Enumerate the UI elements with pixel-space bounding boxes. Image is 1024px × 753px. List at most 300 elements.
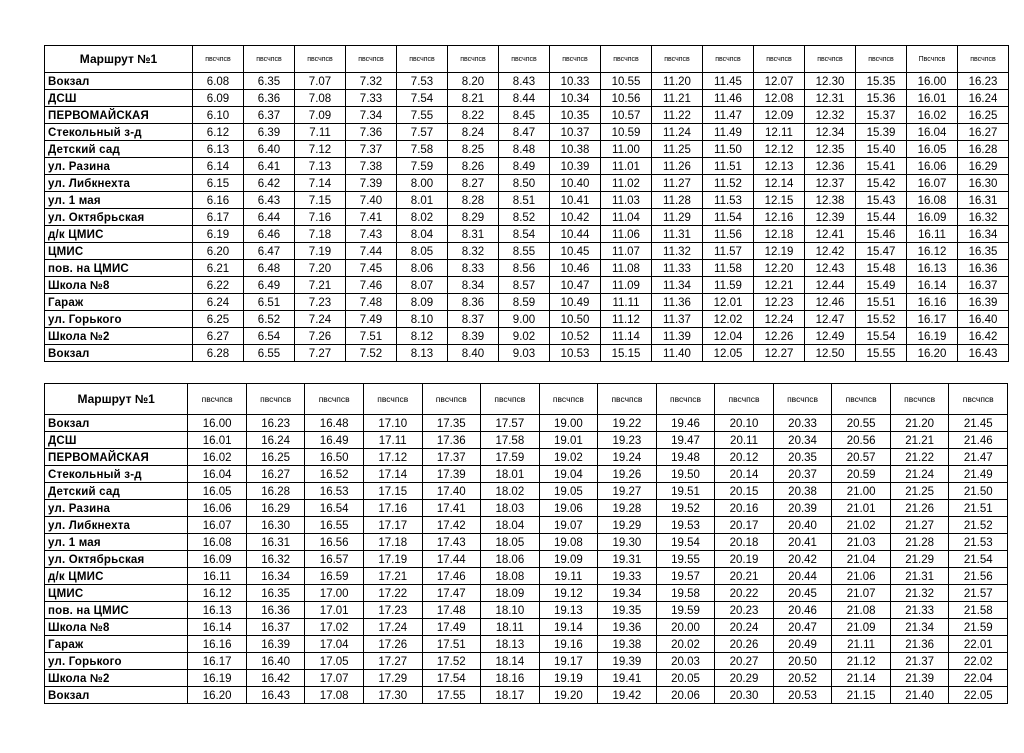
departure-time: 18.06 <box>481 551 540 568</box>
departure-time: 17.23 <box>363 602 422 619</box>
stop-name: ЦМИС <box>45 585 188 602</box>
departure-time: 11.47 <box>703 107 754 124</box>
departure-time: 21.12 <box>832 653 891 670</box>
departure-time: 10.39 <box>550 158 601 175</box>
departure-time: 20.55 <box>832 415 891 432</box>
departure-time: 16.43 <box>958 345 1009 362</box>
departure-time: 7.16 <box>295 209 346 226</box>
departure-time: 20.00 <box>656 619 715 636</box>
departure-time: 6.20 <box>193 243 244 260</box>
table-row <box>45 687 1008 704</box>
table-row <box>45 73 1009 90</box>
departure-time: 11.50 <box>703 141 754 158</box>
departure-time: 7.20 <box>295 260 346 277</box>
departure-time: 22.01 <box>949 636 1008 653</box>
departure-time: 8.04 <box>397 226 448 243</box>
departure-time: 10.59 <box>601 124 652 141</box>
departure-time: 17.26 <box>363 636 422 653</box>
departure-time: 16.25 <box>958 107 1009 124</box>
departure-time: 12.44 <box>805 277 856 294</box>
departure-time: 12.15 <box>754 192 805 209</box>
departure-time: 16.07 <box>188 517 247 534</box>
day-code-header: пвсчпсв <box>715 384 774 415</box>
day-code-header: пвсчпсв <box>244 46 295 73</box>
departure-time: 16.39 <box>958 294 1009 311</box>
departure-time: 12.34 <box>805 124 856 141</box>
departure-time: 16.56 <box>305 534 364 551</box>
departure-time: 12.35 <box>805 141 856 158</box>
departure-time: 11.21 <box>652 90 703 107</box>
departure-time: 21.24 <box>890 466 949 483</box>
departure-time: 10.42 <box>550 209 601 226</box>
departure-time: 12.02 <box>703 311 754 328</box>
departure-time: 8.45 <box>499 107 550 124</box>
stop-name: Вокзал <box>45 345 193 362</box>
departure-time: 16.13 <box>907 260 958 277</box>
departure-time: 17.49 <box>422 619 481 636</box>
departure-time: 16.42 <box>246 670 305 687</box>
departure-time: 19.42 <box>598 687 657 704</box>
stop-name: д/к ЦМИС <box>45 568 188 585</box>
departure-time: 19.11 <box>539 568 598 585</box>
departure-time: 17.29 <box>363 670 422 687</box>
departure-time: 6.48 <box>244 260 295 277</box>
departure-time: 7.48 <box>346 294 397 311</box>
departure-time: 20.37 <box>773 466 832 483</box>
departure-time: 16.36 <box>958 260 1009 277</box>
departure-time: 7.24 <box>295 311 346 328</box>
departure-time: 8.40 <box>448 345 499 362</box>
departure-time: 8.28 <box>448 192 499 209</box>
stop-name: Стекольный з-д <box>45 124 193 141</box>
departure-time: 20.50 <box>773 653 832 670</box>
departure-time: 16.16 <box>907 294 958 311</box>
departure-time: 6.28 <box>193 345 244 362</box>
departure-time: 19.19 <box>539 670 598 687</box>
departure-time: 11.22 <box>652 107 703 124</box>
departure-time: 10.45 <box>550 243 601 260</box>
departure-time: 17.24 <box>363 619 422 636</box>
departure-time: 21.27 <box>890 517 949 534</box>
departure-time: 21.25 <box>890 483 949 500</box>
departure-time: 16.01 <box>188 432 247 449</box>
departure-time: 16.31 <box>958 192 1009 209</box>
departure-time: 21.14 <box>832 670 891 687</box>
departure-time: 11.25 <box>652 141 703 158</box>
day-code-header: пвсчпсв <box>832 384 891 415</box>
departure-time: 16.13 <box>188 602 247 619</box>
departure-time: 15.42 <box>856 175 907 192</box>
departure-time: 21.46 <box>949 432 1008 449</box>
departure-time: 17.48 <box>422 602 481 619</box>
departure-time: 19.35 <box>598 602 657 619</box>
departure-time: 11.11 <box>601 294 652 311</box>
departure-time: 7.49 <box>346 311 397 328</box>
departure-time: 20.03 <box>656 653 715 670</box>
departure-time: 7.43 <box>346 226 397 243</box>
day-code-header: пвсчпсв <box>958 46 1009 73</box>
departure-time: 17.46 <box>422 568 481 585</box>
departure-time: 19.58 <box>656 585 715 602</box>
departure-time: 16.34 <box>958 226 1009 243</box>
day-code-header: пвсчпсв <box>773 384 832 415</box>
departure-time: 7.21 <box>295 277 346 294</box>
departure-time: 16.25 <box>246 449 305 466</box>
departure-time: 16.17 <box>188 653 247 670</box>
departure-time: 11.20 <box>652 73 703 90</box>
departure-time: 17.41 <box>422 500 481 517</box>
stop-name: Школа №2 <box>45 670 188 687</box>
departure-time: 6.46 <box>244 226 295 243</box>
departure-time: 22.04 <box>949 670 1008 687</box>
departure-time: 19.51 <box>656 483 715 500</box>
departure-time: 16.12 <box>188 585 247 602</box>
departure-time: 19.46 <box>656 415 715 432</box>
table-row <box>45 243 1009 260</box>
departure-time: 20.38 <box>773 483 832 500</box>
departure-time: 11.06 <box>601 226 652 243</box>
departure-time: 12.24 <box>754 311 805 328</box>
departure-time: 8.57 <box>499 277 550 294</box>
departure-time: 6.49 <box>244 277 295 294</box>
departure-time: 21.59 <box>949 619 1008 636</box>
departure-time: 7.54 <box>397 90 448 107</box>
table-row <box>45 226 1009 243</box>
departure-time: 18.05 <box>481 534 540 551</box>
departure-time: 16.34 <box>246 568 305 585</box>
departure-time: 16.29 <box>246 500 305 517</box>
day-code-header: пвсчпсв <box>601 46 652 73</box>
departure-time: 19.30 <box>598 534 657 551</box>
departure-time: 15.40 <box>856 141 907 158</box>
departure-time: 6.44 <box>244 209 295 226</box>
departure-time: 7.11 <box>295 124 346 141</box>
departure-time: 12.11 <box>754 124 805 141</box>
departure-time: 10.34 <box>550 90 601 107</box>
departure-time: 16.00 <box>188 415 247 432</box>
departure-time: 6.51 <box>244 294 295 311</box>
departure-time: 7.44 <box>346 243 397 260</box>
departure-time: 21.03 <box>832 534 891 551</box>
departure-time: 8.10 <box>397 311 448 328</box>
departure-time: 16.02 <box>188 449 247 466</box>
departure-time: 21.06 <box>832 568 891 585</box>
day-code-header: пвсчпсв <box>890 384 949 415</box>
departure-time: 17.01 <box>305 602 364 619</box>
table-row <box>45 158 1009 175</box>
departure-time: 16.08 <box>188 534 247 551</box>
departure-time: 21.15 <box>832 687 891 704</box>
departure-time: 17.14 <box>363 466 422 483</box>
departure-time: 22.02 <box>949 653 1008 670</box>
departure-time: 6.52 <box>244 311 295 328</box>
departure-time: 7.59 <box>397 158 448 175</box>
departure-time: 17.02 <box>305 619 364 636</box>
day-code-header: пвсчпсв <box>539 384 598 415</box>
departure-time: 19.04 <box>539 466 598 483</box>
departure-time: 8.06 <box>397 260 448 277</box>
departure-time: 19.12 <box>539 585 598 602</box>
departure-time: 21.11 <box>832 636 891 653</box>
departure-time: 15.36 <box>856 90 907 107</box>
departure-time: 21.33 <box>890 602 949 619</box>
departure-time: 11.46 <box>703 90 754 107</box>
stop-name: ул. Либкнехта <box>45 175 193 192</box>
departure-time: 20.56 <box>832 432 891 449</box>
day-code-header: пвсчпсв <box>754 46 805 73</box>
departure-time: 16.04 <box>188 466 247 483</box>
day-code-header: пвсчпсв <box>805 46 856 73</box>
departure-time: 7.36 <box>346 124 397 141</box>
departure-time: 16.24 <box>246 432 305 449</box>
departure-time: 7.53 <box>397 73 448 90</box>
departure-time: 20.41 <box>773 534 832 551</box>
departure-time: 11.08 <box>601 260 652 277</box>
table-row <box>45 636 1008 653</box>
table-row <box>45 294 1009 311</box>
departure-time: 16.23 <box>958 73 1009 90</box>
table-row <box>45 534 1008 551</box>
table-row <box>45 670 1008 687</box>
departure-time: 12.36 <box>805 158 856 175</box>
departure-time: 17.19 <box>363 551 422 568</box>
departure-time: 20.59 <box>832 466 891 483</box>
departure-time: 20.40 <box>773 517 832 534</box>
departure-time: 6.43 <box>244 192 295 209</box>
stop-name: д/к ЦМИС <box>45 226 193 243</box>
table-row <box>45 345 1009 362</box>
departure-time: 11.57 <box>703 243 754 260</box>
departure-time: 17.44 <box>422 551 481 568</box>
departure-time: 16.16 <box>188 636 247 653</box>
departure-time: 20.16 <box>715 500 774 517</box>
departure-time: 20.39 <box>773 500 832 517</box>
departure-time: 12.21 <box>754 277 805 294</box>
stop-name: ул. Разина <box>45 158 193 175</box>
departure-time: 12.20 <box>754 260 805 277</box>
departure-time: 12.47 <box>805 311 856 328</box>
departure-time: 16.24 <box>958 90 1009 107</box>
departure-time: 6.24 <box>193 294 244 311</box>
stop-name: ул. Октябрьская <box>45 551 188 568</box>
departure-time: 20.46 <box>773 602 832 619</box>
stop-name: Гараж <box>45 636 188 653</box>
departure-time: 19.08 <box>539 534 598 551</box>
departure-time: 20.30 <box>715 687 774 704</box>
departure-time: 12.01 <box>703 294 754 311</box>
departure-time: 11.52 <box>703 175 754 192</box>
departure-time: 11.37 <box>652 311 703 328</box>
departure-time: 8.05 <box>397 243 448 260</box>
day-code-header: пвсчпсв <box>246 384 305 415</box>
departure-time: 20.26 <box>715 636 774 653</box>
departure-time: 19.13 <box>539 602 598 619</box>
departure-time: 17.54 <box>422 670 481 687</box>
stop-name: Детский сад <box>45 483 188 500</box>
departure-time: 17.04 <box>305 636 364 653</box>
departure-time: 11.39 <box>652 328 703 345</box>
departure-time: 20.19 <box>715 551 774 568</box>
departure-time: 18.11 <box>481 619 540 636</box>
departure-time: 16.31 <box>246 534 305 551</box>
departure-time: 6.08 <box>193 73 244 90</box>
departure-time: 20.45 <box>773 585 832 602</box>
departure-time: 20.12 <box>715 449 774 466</box>
departure-time: 17.15 <box>363 483 422 500</box>
day-code-header: пвсчпсв <box>295 46 346 73</box>
departure-time: 16.30 <box>246 517 305 534</box>
departure-time: 17.11 <box>363 432 422 449</box>
departure-time: 18.03 <box>481 500 540 517</box>
departure-time: 16.40 <box>958 311 1009 328</box>
stop-name: ул. Горького <box>45 653 188 670</box>
departure-time: 20.10 <box>715 415 774 432</box>
departure-time: 17.52 <box>422 653 481 670</box>
departure-time: 10.56 <box>601 90 652 107</box>
day-code-header: пвсчпсв <box>652 46 703 73</box>
departure-time: 20.29 <box>715 670 774 687</box>
departure-time: 21.45 <box>949 415 1008 432</box>
departure-time: 20.02 <box>656 636 715 653</box>
departure-time: 16.43 <box>246 687 305 704</box>
departure-time: 16.55 <box>305 517 364 534</box>
departure-time: 16.07 <box>907 175 958 192</box>
departure-time: 20.21 <box>715 568 774 585</box>
departure-time: 9.03 <box>499 345 550 362</box>
departure-time: 17.36 <box>422 432 481 449</box>
departure-time: 6.37 <box>244 107 295 124</box>
departure-time: 6.36 <box>244 90 295 107</box>
departure-time: 17.08 <box>305 687 364 704</box>
departure-time: 20.06 <box>656 687 715 704</box>
departure-time: 12.32 <box>805 107 856 124</box>
departure-time: 6.19 <box>193 226 244 243</box>
departure-time: 17.40 <box>422 483 481 500</box>
departure-time: 17.43 <box>422 534 481 551</box>
departure-time: 21.50 <box>949 483 1008 500</box>
departure-time: 15.37 <box>856 107 907 124</box>
departure-time: 16.23 <box>246 415 305 432</box>
departure-time: 16.00 <box>907 73 958 90</box>
departure-time: 17.17 <box>363 517 422 534</box>
departure-time: 16.29 <box>958 158 1009 175</box>
departure-time: 16.17 <box>907 311 958 328</box>
departure-time: 7.23 <box>295 294 346 311</box>
departure-time: 17.27 <box>363 653 422 670</box>
departure-time: 16.40 <box>246 653 305 670</box>
departure-time: 10.53 <box>550 345 601 362</box>
departure-time: 20.34 <box>773 432 832 449</box>
departure-time: 12.37 <box>805 175 856 192</box>
departure-time: 8.54 <box>499 226 550 243</box>
departure-time: 11.58 <box>703 260 754 277</box>
departure-time: 17.42 <box>422 517 481 534</box>
departure-time: 12.19 <box>754 243 805 260</box>
departure-time: 11.24 <box>652 124 703 141</box>
departure-time: 12.05 <box>703 345 754 362</box>
departure-time: 15.44 <box>856 209 907 226</box>
departure-time: 21.51 <box>949 500 1008 517</box>
departure-time: 16.05 <box>188 483 247 500</box>
departure-time: 17.00 <box>305 585 364 602</box>
day-code-header: пвсчпсв <box>346 46 397 73</box>
departure-time: 20.11 <box>715 432 774 449</box>
departure-time: 11.40 <box>652 345 703 362</box>
departure-time: 21.20 <box>890 415 949 432</box>
departure-time: 16.04 <box>907 124 958 141</box>
departure-time: 16.27 <box>958 124 1009 141</box>
departure-time: 8.59 <box>499 294 550 311</box>
departure-time: 7.33 <box>346 90 397 107</box>
table-row <box>45 568 1008 585</box>
table-row <box>45 209 1009 226</box>
departure-time: 21.21 <box>890 432 949 449</box>
departure-time: 10.50 <box>550 311 601 328</box>
departure-time: 10.44 <box>550 226 601 243</box>
departure-time: 21.26 <box>890 500 949 517</box>
departure-time: 7.13 <box>295 158 346 175</box>
departure-time: 11.02 <box>601 175 652 192</box>
departure-time: 12.30 <box>805 73 856 90</box>
departure-time: 7.46 <box>346 277 397 294</box>
departure-time: 7.38 <box>346 158 397 175</box>
departure-time: 15.49 <box>856 277 907 294</box>
departure-time: 18.09 <box>481 585 540 602</box>
day-code-header: пвсчпсв <box>499 46 550 73</box>
departure-time: 11.31 <box>652 226 703 243</box>
departure-time: 7.32 <box>346 73 397 90</box>
departure-time: 19.27 <box>598 483 657 500</box>
departure-time: 11.54 <box>703 209 754 226</box>
departure-time: 16.06 <box>188 500 247 517</box>
table-row <box>45 107 1009 124</box>
table-header-row <box>45 384 1008 415</box>
departure-time: 21.47 <box>949 449 1008 466</box>
route-title: Маршрут №1 <box>45 384 188 415</box>
departure-time: 18.04 <box>481 517 540 534</box>
departure-time: 20.18 <box>715 534 774 551</box>
departure-time: 12.42 <box>805 243 856 260</box>
departure-time: 7.18 <box>295 226 346 243</box>
departure-time: 16.28 <box>246 483 305 500</box>
stop-name: Детский сад <box>45 141 193 158</box>
departure-time: 21.56 <box>949 568 1008 585</box>
day-code-header: пвсчпсв <box>363 384 422 415</box>
departure-time: 7.19 <box>295 243 346 260</box>
departure-time: 10.55 <box>601 73 652 90</box>
departure-time: 12.46 <box>805 294 856 311</box>
departure-time: 7.14 <box>295 175 346 192</box>
departure-time: 20.22 <box>715 585 774 602</box>
departure-time: 22.05 <box>949 687 1008 704</box>
departure-time: 16.05 <box>907 141 958 158</box>
departure-time: 10.33 <box>550 73 601 90</box>
departure-time: 16.19 <box>907 328 958 345</box>
departure-time: 21.36 <box>890 636 949 653</box>
departure-time: 19.16 <box>539 636 598 653</box>
departure-time: 19.47 <box>656 432 715 449</box>
stop-name: ПЕРВОМАЙСКАЯ <box>45 107 193 124</box>
stop-name: ДСШ <box>45 90 193 107</box>
departure-time: 21.40 <box>890 687 949 704</box>
departure-time: 16.32 <box>958 209 1009 226</box>
departure-time: 17.39 <box>422 466 481 483</box>
departure-time: 20.53 <box>773 687 832 704</box>
day-code-header: пвсчпсв <box>703 46 754 73</box>
departure-time: 8.25 <box>448 141 499 158</box>
departure-time: 8.20 <box>448 73 499 90</box>
stop-name: ул. 1 мая <box>45 192 193 209</box>
